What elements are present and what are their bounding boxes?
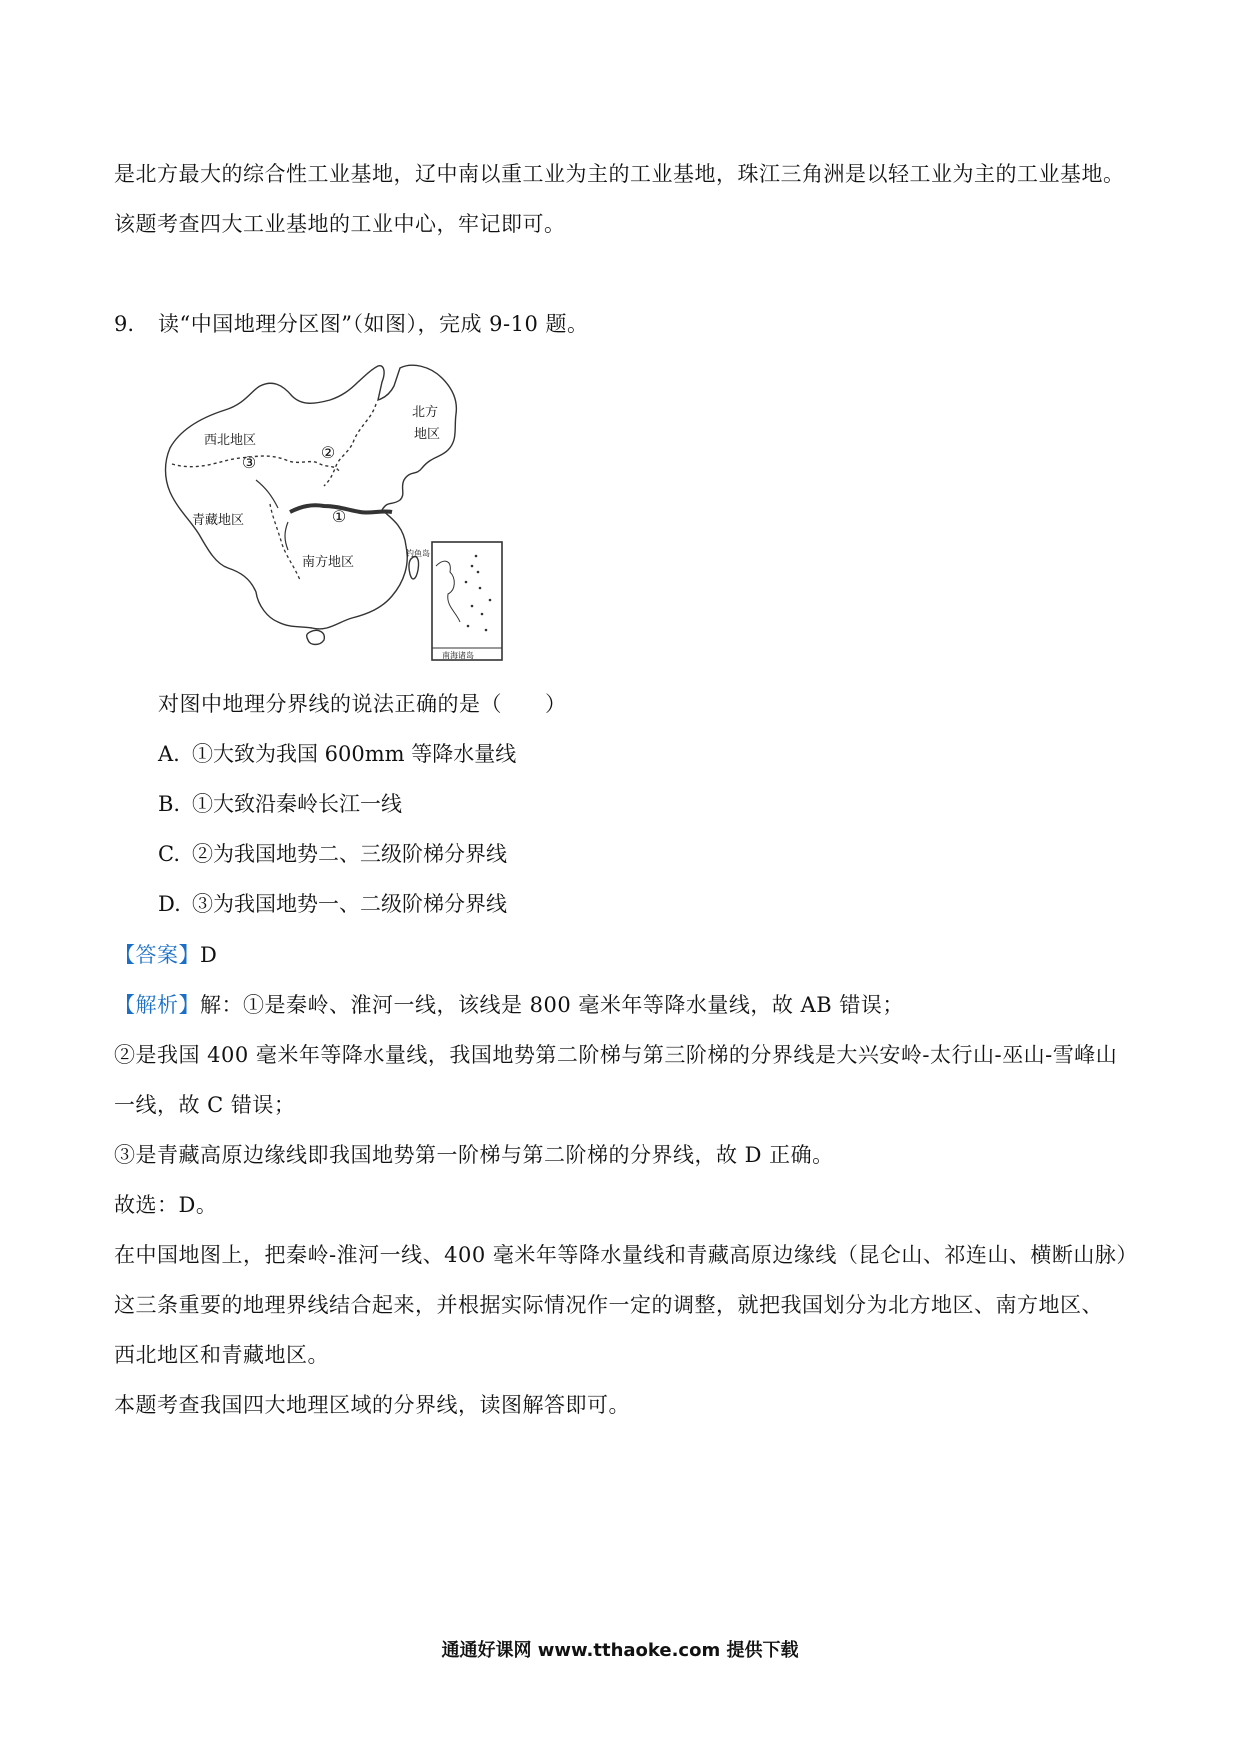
option-c-text: ②为我国地势二、三级阶梯分界线 <box>192 842 507 866</box>
china-regions-map <box>160 360 510 670</box>
analysis-line-5: 故选：D。 <box>114 1193 218 1217</box>
answer-value: D <box>200 943 218 967</box>
option-b-text: ①大致沿秦岭长江一线 <box>192 792 402 816</box>
circle-marker-1: ① <box>331 507 347 526</box>
label-south: 南方地区 <box>302 555 355 570</box>
option-c <box>158 840 507 868</box>
intro-line-1: 是北方最大的综合性工业基地，辽中南以重工业为主的工业基地，珠江三角洲是以轻工业为主的工业基地。 <box>114 162 1125 186</box>
boundary-qingzang-south <box>270 504 300 580</box>
option-b <box>158 790 402 818</box>
option-a-text: ①大致为我国 600mm 等降水量线 <box>192 742 517 766</box>
option-a <box>158 740 516 768</box>
question-number: 9. <box>114 312 135 336</box>
question-stem: 对图中地理分界线的说法正确的是（ ） <box>158 692 567 716</box>
circle-marker-3: ③ <box>241 453 257 472</box>
option-d-text: ③为我国地势一、二级阶梯分界线 <box>192 892 507 916</box>
taiwan-island <box>409 557 419 579</box>
analysis-text-1: 解：①是秦岭、淮河一线，该线是 800 毫米年等降水量线，故 AB 错误； <box>200 993 904 1017</box>
analysis-tag: 【解析】 <box>114 993 200 1017</box>
analysis-line-3: 一线，故 C 错误； <box>114 1093 296 1117</box>
label-qingzang: 青藏地区 <box>192 513 245 528</box>
question-text: 读“中国地理分区图”（如图），完成 9-10 题。 <box>158 312 589 336</box>
answer-tag: 【答案】 <box>114 943 200 967</box>
analysis-line-6: 在中国地图上，把秦岭-淮河一线、400 毫米年等降水量线和青藏高原边缘线（昆仑山、祁连山、横断山脉） <box>114 1243 1138 1267</box>
analysis-line-9: 本题考查我国四大地理区域的分界线，读图解答即可。 <box>114 1393 630 1417</box>
option-a-letter: A. <box>158 742 180 766</box>
answer-line <box>114 941 217 969</box>
analysis-line-8: 西北地区和青藏地区。 <box>114 1343 329 1367</box>
label-island: 钓鱼岛 <box>406 549 430 558</box>
circle-marker-2: ② <box>320 443 336 462</box>
analysis-line-1 <box>114 991 904 1019</box>
option-c-letter: C. <box>158 842 180 866</box>
label-north-1: 北方 <box>412 405 439 420</box>
label-north-2: 地区 <box>414 427 441 442</box>
option-b-letter: B. <box>158 792 181 816</box>
option-d-letter: D. <box>158 892 181 916</box>
page-footer: 通通好课网 www.tthaoke.com 提供下载 <box>441 1640 799 1661</box>
label-northwest: 西北地区 <box>204 433 257 448</box>
intro-line-2: 该题考查四大工业基地的工业中心，牢记即可。 <box>114 212 566 236</box>
hainan-island <box>307 630 325 644</box>
south-china-sea-inset <box>432 542 502 660</box>
analysis-line-7: 这三条重要的地理界线结合起来，并根据实际情况作一定的调整，就把我国划分为北方地区、南方地区、 <box>114 1293 1103 1317</box>
label-inset: 南海诸岛 <box>442 651 474 660</box>
analysis-line-2: ②是我国 400 毫米年等降水量线，我国地势第二阶梯与第三阶梯的分界线是大兴安岭-太行山-巫山-雪峰山 <box>114 1043 1118 1067</box>
analysis-line-4: ③是青藏高原边缘线即我国地势第一阶梯与第二阶梯的分界线，故 D 正确。 <box>114 1143 834 1167</box>
option-d <box>158 890 507 918</box>
